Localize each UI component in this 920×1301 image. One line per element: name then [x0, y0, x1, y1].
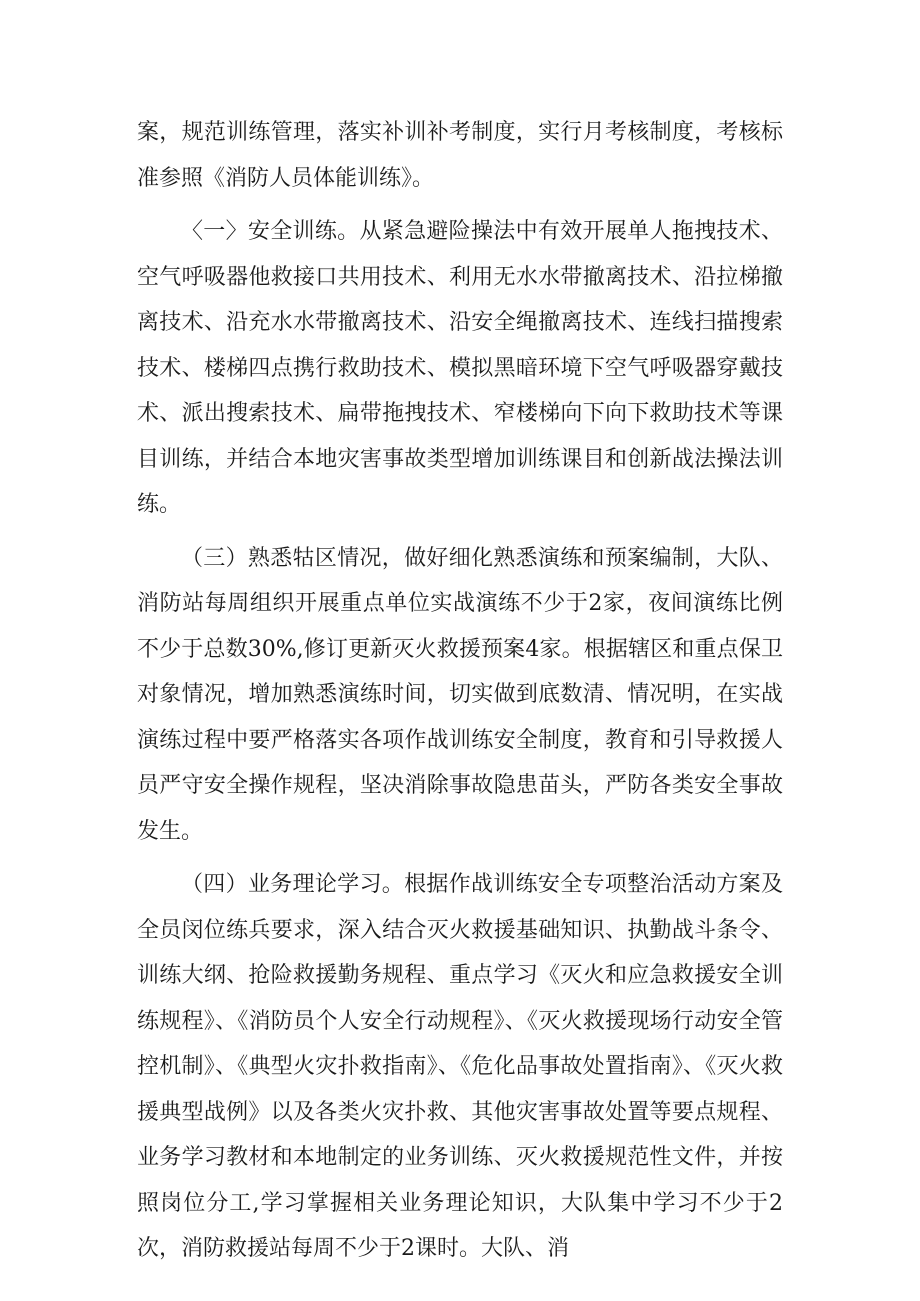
paragraph-safety-training: 〈一〉安全训练。从紧急避险操法中有效开展单人拖拽技术、空气呼吸器他救接口共用技术、利用无水水带撤离技术、沿拉梯撤离技术、沿充水水带撤离技术、沿安全绳撤离技术、连线扫描搜索技术、楼梯四点携行救助技术、模拟黑暗环境下空气呼吸器穿戴技术、派出搜索技术、扁带拖拽技术、窄楼梯向下向下救助技术等课目训练，并结合本地灾害事故类型增加训练课目和创新战法操法训练。 [137, 219, 783, 517]
document-body [137, 110, 783, 1272]
paragraph-theory-study: （四）业务理论学习。根据作战训练安全专项整治活动方案及全员闵位练兵要求，深入结合灭火救援基础知识、执勤战斗条令、训练大纲、抢险救援勤务规程、重点学习《灭火和应急救援安全训练规程》、《消防员个人安全行动规程》、《灭火救援现场行动安全管控机制》、《典型火灾扑救指南》、《危化品事故处置指南》、《灭火救援典型战例》以及各类火灾扑救、其他灾害事故处置等要点规程、业务学习教材和本地制定的业务训练、灭火救援规范性文件，并按照岗位分工,学习掌握相关业务理论知识，大队集中学习不少于2次，消防救援站每周不少于2课时。大队、消 [137, 872, 783, 1261]
paragraph-continuation: 案，规范训练管理，落实补训补考制度，实行月考核制度，考核标准参照《消防人员体能训练》。 [137, 120, 783, 191]
paragraph-area-familiarization: （三）熟悉牯区情况，做好细化熟悉演练和预案编制，大队、消防站每周组织开展重点单位实战演练不少于2家，夜间演练比例不少于总数30%,修订更新灭火救援预案4家。根据辖区和重点保卫对象情况，增加熟悉演练时间，切实做到底数清、情况明，在实战演练过程中要严格落实各项作战训练安全制度，教育和引导救援人员严守安全操作规程，坚决消除事故隐患苗头，严防各类安全事故发生。 [137, 545, 783, 844]
